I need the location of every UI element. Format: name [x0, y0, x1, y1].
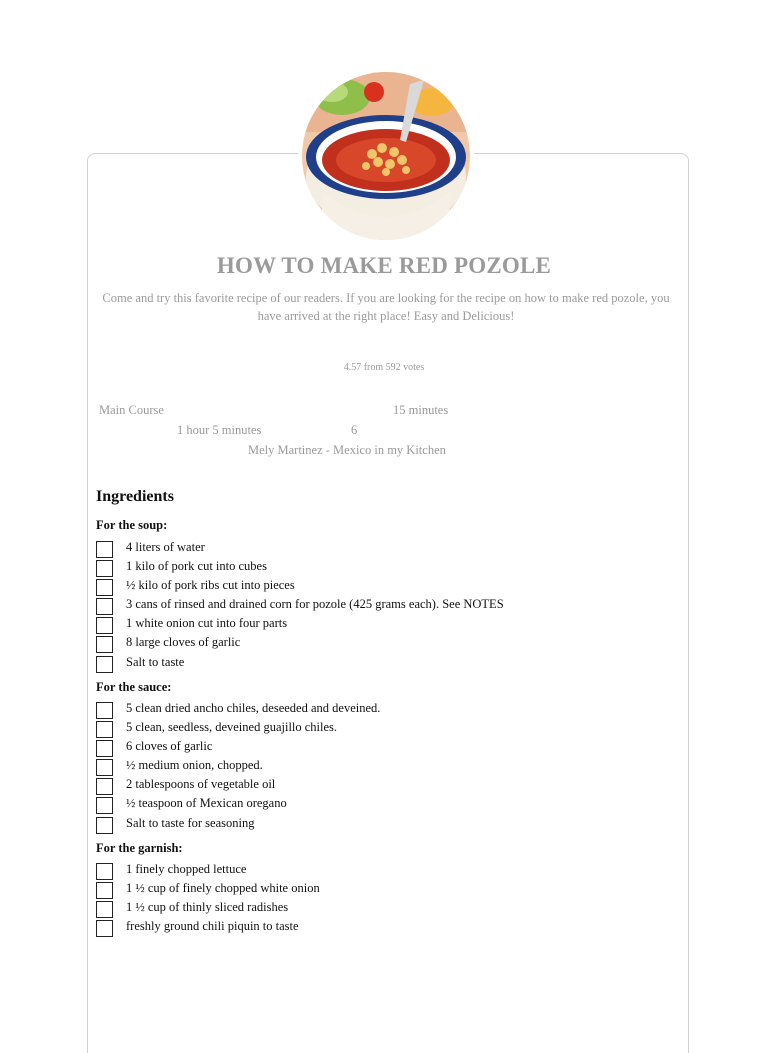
- ingredient-label: 1 finely chopped lettuce: [126, 862, 247, 876]
- ingredient-label: 1 white onion cut into four parts: [126, 616, 288, 630]
- ingredient-label: 1 kilo of pork cut into cubes: [126, 559, 267, 573]
- ingredient-checkbox[interactable]: [96, 863, 113, 880]
- author-value: Mely Martinez - Mexico in my Kitchen: [248, 443, 446, 457]
- ingredient-checkbox[interactable]: [96, 778, 113, 795]
- ingredient-label: 6 cloves of garlic: [126, 739, 213, 753]
- ingredient-item: [96, 917, 656, 936]
- ingredient-checkbox[interactable]: [96, 740, 113, 757]
- ingredient-label: 4 liters of water: [126, 540, 205, 554]
- ingredient-label: 5 clean dried ancho chiles, deseeded and deveined.: [126, 701, 381, 715]
- ingredient-label: 1 ½ cup of thinly sliced radishes: [126, 900, 289, 914]
- ingredient-label: 8 large cloves of garlic: [126, 635, 241, 649]
- servings-value: 6: [351, 423, 358, 437]
- ingredient-item: [96, 775, 656, 794]
- ingredient-checkbox[interactable]: [96, 759, 113, 776]
- ingredient-item: [96, 595, 656, 614]
- ingredient-label: ½ teaspoon of Mexican oregano: [126, 796, 287, 810]
- ingredient-checkbox[interactable]: [96, 797, 113, 814]
- ingredient-label: ½ medium onion, chopped.: [126, 758, 263, 772]
- prep-time-value: 15 minutes: [393, 403, 449, 417]
- ingredient-item: [96, 756, 656, 775]
- ingredient-label: 3 cans of rinsed and drained corn for pozole (425 grams each). See NOTES: [126, 597, 504, 611]
- ingredient-checkbox[interactable]: [96, 920, 113, 937]
- group-title-soup: For the soup:: [96, 518, 168, 532]
- ingredient-item: [96, 557, 656, 576]
- recipe-summary: Come and try this favorite recipe of our readers. If you are looking for the recipe on how to make red pozole, you have arrived at the right place! Easy and Delicious!: [102, 291, 670, 323]
- recipe-title: HOW TO MAKE RED POZOLE: [216, 253, 552, 278]
- ingredient-item: [96, 898, 656, 917]
- ingredient-item: [96, 879, 656, 898]
- ingredient-checkbox[interactable]: [96, 817, 113, 834]
- group-title-sauce: For the sauce:: [96, 680, 172, 694]
- ingredient-checkbox[interactable]: [96, 541, 113, 558]
- group-title-garnish: For the garnish:: [96, 841, 183, 855]
- ingredient-checkbox[interactable]: [96, 560, 113, 577]
- ingredient-checkbox[interactable]: [96, 901, 113, 918]
- ingredient-item: [96, 653, 656, 672]
- ingredient-item: [96, 794, 656, 813]
- ingredient-checkbox[interactable]: [96, 721, 113, 738]
- ingredient-item: [96, 718, 656, 737]
- ingredient-label: 5 clean, seedless, deveined guajillo chiles.: [126, 720, 338, 734]
- total-time-value: 1 hour 5 minutes: [177, 423, 262, 437]
- ingredient-item: [96, 633, 656, 652]
- ingredient-item: [96, 860, 656, 879]
- pozole-photo: [302, 72, 470, 240]
- ingredient-label: freshly ground chili piquin to taste: [126, 919, 299, 933]
- ingredient-item: [96, 614, 656, 633]
- ingredient-checkbox[interactable]: [96, 598, 113, 615]
- ingredient-checkbox[interactable]: [96, 579, 113, 596]
- ingredient-checkbox[interactable]: [96, 702, 113, 719]
- ingredients-heading: Ingredients: [96, 488, 174, 505]
- ingredient-item: [96, 538, 656, 557]
- ingredient-label: Salt to taste: [126, 655, 185, 669]
- ingredient-checkbox[interactable]: [96, 882, 113, 899]
- ingredient-checkbox[interactable]: [96, 617, 113, 634]
- rating-text: 4.57 from 592 votes: [343, 362, 425, 373]
- recipe-photo-frame: [298, 68, 474, 244]
- ingredient-item: [96, 699, 656, 718]
- ingredient-label: 1 ½ cup of finely chopped white onion: [126, 881, 320, 895]
- ingredient-label: 2 tablespoons of vegetable oil: [126, 777, 276, 791]
- ingredient-checkbox[interactable]: [96, 636, 113, 653]
- ingredient-item: [96, 737, 656, 756]
- ingredient-checkbox[interactable]: [96, 656, 113, 673]
- ingredient-label: ½ kilo of pork ribs cut into pieces: [126, 578, 295, 592]
- ingredient-item: [96, 576, 656, 595]
- ingredient-label: Salt to taste for seasoning: [126, 816, 255, 830]
- course-value: Main Course: [99, 403, 164, 417]
- ingredient-item: [96, 814, 656, 833]
